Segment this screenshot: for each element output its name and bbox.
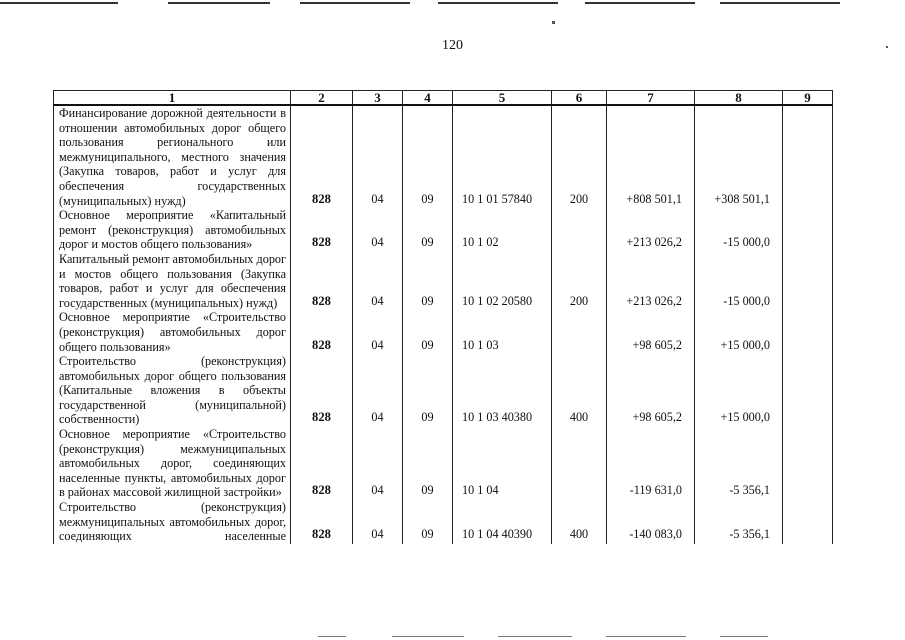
- column-header: 9: [783, 91, 833, 106]
- section-code: 04: [353, 105, 403, 208]
- row-description: Финансирование дорожной деятельности в отношении автомобильных дорог общего пользования регионального или межмуниципального, местного значения (Закупка товаров, работ и услуг для обеспечения государственных (муниципальных) нужд): [59, 106, 286, 208]
- ministry-code: 828: [291, 500, 353, 544]
- amount-col7: -140 083,0: [607, 500, 695, 544]
- column-header: 7: [607, 91, 695, 106]
- amount-col9: [783, 500, 833, 544]
- target-article-code: 10 1 04 40390: [453, 500, 552, 544]
- scan-speck: [552, 21, 555, 24]
- row-description: Строительство (реконструкция) межмуниципальных автомобильных дорог, соединяющих населенные: [59, 500, 286, 544]
- amount-col8: -5 356,1: [695, 500, 783, 544]
- table-row: [54, 208, 833, 252]
- row-description: Основное мероприятие «Капитальный ремонт (реконструкция) автомобильных дорог и мостов общего пользования»: [59, 208, 286, 252]
- amount-col9: [783, 252, 833, 310]
- amount-col7: +808 501,1: [607, 105, 695, 208]
- amount-col9: [783, 354, 833, 427]
- bottom-edge-line: [606, 636, 686, 637]
- section-code: 04: [353, 354, 403, 427]
- amount-col7: +98 605,2: [607, 354, 695, 427]
- row-description-cell: [54, 208, 291, 252]
- row-description-cell: [54, 105, 291, 208]
- top-edge-line: [720, 2, 840, 4]
- row-description: Капитальный ремонт автомобильных дорог и мостов общего пользования (Закупка товаров, работ и услуг для обеспечения государственных (муниципальных) нужд): [59, 251, 286, 310]
- amount-col9: [783, 208, 833, 252]
- amount-col8: +15 000,0: [695, 354, 783, 427]
- target-article-code: 10 1 04: [453, 427, 552, 500]
- subsection-code: 09: [403, 105, 453, 208]
- amount-col8: -5 356,1: [695, 427, 783, 500]
- section-code: 04: [353, 310, 403, 354]
- bottom-edge-line: [498, 636, 572, 637]
- column-header: 6: [552, 91, 607, 106]
- row-description-cell: [54, 252, 291, 310]
- subsection-code: 09: [403, 252, 453, 310]
- table-row: [54, 310, 833, 354]
- bottom-edge-line: [318, 636, 346, 637]
- budget-table: [53, 90, 833, 544]
- table-row: [54, 105, 833, 208]
- target-article-code: 10 1 03: [453, 310, 552, 354]
- expense-type-code: 400: [552, 500, 607, 544]
- top-edge-line: [438, 2, 558, 4]
- bottom-edge-line: [720, 636, 768, 637]
- expense-type-code: [552, 310, 607, 354]
- ministry-code: 828: [291, 252, 353, 310]
- amount-col7: -119 631,0: [607, 427, 695, 500]
- section-code: 04: [353, 427, 403, 500]
- target-article-code: 10 1 01 57840: [453, 105, 552, 208]
- row-description: Основное мероприятие «Строительство (реконструкция) автомобильных дорог общего пользования»: [59, 310, 286, 354]
- expense-type-code: 400: [552, 354, 607, 427]
- ministry-code: 828: [291, 310, 353, 354]
- column-header: 3: [353, 91, 403, 106]
- target-article-code: 10 1 03 40380: [453, 354, 552, 427]
- amount-col8: -15 000,0: [695, 208, 783, 252]
- section-code: 04: [353, 252, 403, 310]
- amount-col8: -15 000,0: [695, 252, 783, 310]
- row-description: Основное мероприятие «Строительство (реконструкция) межмуниципальных автомобильных дорог, соединяющих населенные пункты, автомобильных дорог в районах массовой жилищной застройки»: [59, 427, 286, 500]
- row-description-cell: [54, 310, 291, 354]
- expense-type-code: 200: [552, 252, 607, 310]
- table-row: [54, 500, 833, 544]
- subsection-code: 09: [403, 310, 453, 354]
- amount-col9: [783, 427, 833, 500]
- table-row: [54, 354, 833, 427]
- amount-col8: +15 000,0: [695, 310, 783, 354]
- subsection-code: 09: [403, 208, 453, 252]
- table-header-row: [54, 91, 833, 106]
- ministry-code: 828: [291, 354, 353, 427]
- amount-col7: +213 026,2: [607, 252, 695, 310]
- row-description-cell: [54, 427, 291, 500]
- target-article-code: 10 1 02 20580: [453, 252, 552, 310]
- subsection-code: 09: [403, 354, 453, 427]
- amount-col9: [783, 310, 833, 354]
- ministry-code: 828: [291, 427, 353, 500]
- row-description-cell: [54, 500, 291, 544]
- subsection-code: 09: [403, 500, 453, 544]
- table-row: [54, 252, 833, 310]
- amount-col7: +213 026,2: [607, 208, 695, 252]
- amount-col8: +308 501,1: [695, 105, 783, 208]
- expense-type-code: 200: [552, 105, 607, 208]
- column-header: 2: [291, 91, 353, 106]
- amount-col7: +98 605,2: [607, 310, 695, 354]
- expense-type-code: [552, 208, 607, 252]
- top-edge-line: [300, 2, 410, 4]
- table-row: [54, 427, 833, 500]
- row-description-cell: [54, 354, 291, 427]
- top-edge-line: [585, 2, 695, 4]
- row-description: Строительство (реконструкция) автомобильных дорог общего пользования (Капитальные вложения в объекты государственной (муниципальной) собственности): [59, 354, 286, 427]
- top-edge-line: [0, 2, 118, 4]
- ministry-code: 828: [291, 208, 353, 252]
- expense-type-code: [552, 427, 607, 500]
- top-edge-line: [168, 2, 270, 4]
- column-header: 5: [453, 91, 552, 106]
- column-header: 4: [403, 91, 453, 106]
- bottom-edge-line: [392, 636, 464, 637]
- section-code: 04: [353, 500, 403, 544]
- page-number: 120: [442, 38, 463, 53]
- subsection-code: 09: [403, 427, 453, 500]
- column-header: 8: [695, 91, 783, 106]
- ministry-code: 828: [291, 105, 353, 208]
- amount-col9: [783, 105, 833, 208]
- target-article-code: 10 1 02: [453, 208, 552, 252]
- section-code: 04: [353, 208, 403, 252]
- column-header: 1: [54, 91, 291, 106]
